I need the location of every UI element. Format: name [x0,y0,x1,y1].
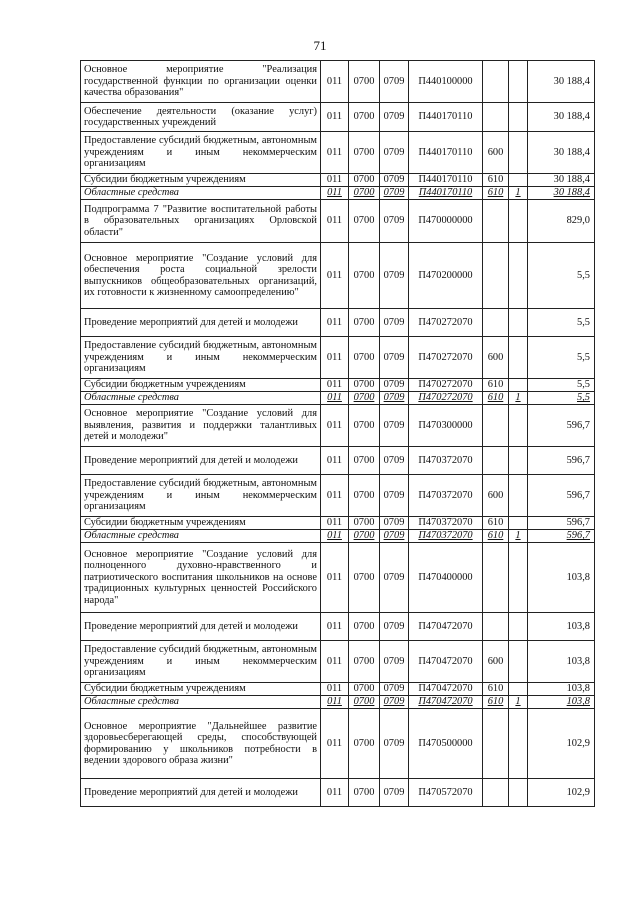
expense-type-code [483,543,509,613]
subsection-code: 0709 [380,683,409,696]
amount: 596,7 [528,475,595,517]
expense-type-code: 610 [483,696,509,709]
funding-source-code [509,613,528,641]
subsection-code: 0709 [380,405,409,447]
amount: 5,5 [528,337,595,379]
table-row [81,641,595,683]
table-row [81,475,595,517]
expense-type-code: 610 [483,517,509,530]
row-name: Субсидии бюджетным учреждениям [81,517,321,530]
subsection-code: 0709 [380,392,409,405]
page-number: 71 [313,38,327,53]
section-code: 0700 [349,61,380,103]
ministry-code: 011 [321,174,349,187]
expense-type-code: 600 [483,475,509,517]
subsection-code: 0709 [380,309,409,337]
funding-source-code [509,200,528,243]
subsection-code: 0709 [380,243,409,309]
funding-source-code [509,243,528,309]
target-article-code: П440100000 [409,61,483,103]
ministry-code: 011 [321,475,349,517]
budget-table-body [81,61,595,807]
row-name: Предоставление субсидий бюджетным, автономным учреждениям и иным некоммерческим организациям [81,475,321,517]
subsection-code: 0709 [380,696,409,709]
row-name: Предоставление субсидий бюджетным, автономным учреждениям и иным некоммерческим организациям [81,132,321,174]
amount: 30 188,4 [528,61,595,103]
table-row [81,200,595,243]
amount: 829,0 [528,200,595,243]
amount: 103,8 [528,683,595,696]
section-code: 0700 [349,103,380,132]
section-code: 0700 [349,683,380,696]
section-code: 0700 [349,337,380,379]
amount: 30 188,4 [528,103,595,132]
expense-type-code [483,709,509,779]
table-row [81,543,595,613]
subsection-code: 0709 [380,132,409,174]
row-name: Субсидии бюджетным учреждениям [81,174,321,187]
target-article-code: П440170110 [409,132,483,174]
row-name: Подпрограмма 7 "Развитие воспитательной работы в образовательных организациях Орловской области" [81,200,321,243]
expense-type-code: 600 [483,132,509,174]
ministry-code: 011 [321,392,349,405]
table-row [81,447,595,475]
target-article-code: П470472070 [409,613,483,641]
ministry-code: 011 [321,337,349,379]
expense-type-code: 610 [483,174,509,187]
expense-type-code: 610 [483,683,509,696]
row-name: Областные средства [81,187,321,200]
target-article-code: П470372070 [409,517,483,530]
table-row [81,132,595,174]
expense-type-code [483,447,509,475]
target-article-code: П470572070 [409,779,483,807]
funding-source-code [509,709,528,779]
funding-source-code [509,543,528,613]
section-code: 0700 [349,709,380,779]
subsection-code: 0709 [380,174,409,187]
row-name: Субсидии бюджетным учреждениям [81,683,321,696]
funding-source-code [509,779,528,807]
expense-type-code: 610 [483,187,509,200]
amount: 596,7 [528,447,595,475]
amount: 103,8 [528,543,595,613]
budget-table [80,60,595,807]
target-article-code: П470300000 [409,405,483,447]
ministry-code: 011 [321,379,349,392]
row-name: Проведение мероприятий для детей и молодежи [81,779,321,807]
funding-source-code [509,517,528,530]
subsection-code: 0709 [380,641,409,683]
section-code: 0700 [349,132,380,174]
funding-source-code [509,641,528,683]
target-article-code: П470400000 [409,543,483,613]
section-code: 0700 [349,613,380,641]
amount: 5,5 [528,392,595,405]
ministry-code: 011 [321,683,349,696]
expense-type-code: 610 [483,530,509,543]
row-name: Проведение мероприятий для детей и молодежи [81,447,321,475]
funding-source-code: 1 [509,187,528,200]
expense-type-code [483,200,509,243]
subsection-code: 0709 [380,475,409,517]
subsection-code: 0709 [380,103,409,132]
amount: 5,5 [528,243,595,309]
target-article-code: П470372070 [409,475,483,517]
section-code: 0700 [349,779,380,807]
ministry-code: 011 [321,405,349,447]
section-code: 0700 [349,543,380,613]
target-article-code: П470472070 [409,641,483,683]
section-code: 0700 [349,243,380,309]
ministry-code: 011 [321,447,349,475]
subsection-code: 0709 [380,200,409,243]
subsection-code: 0709 [380,543,409,613]
funding-source-code [509,309,528,337]
table-row [81,530,595,543]
ministry-code: 011 [321,709,349,779]
expense-type-code: 600 [483,641,509,683]
ministry-code: 011 [321,779,349,807]
target-article-code: П470272070 [409,337,483,379]
subsection-code: 0709 [380,447,409,475]
ministry-code: 011 [321,200,349,243]
funding-source-code [509,475,528,517]
row-name: Субсидии бюджетным учреждениям [81,379,321,392]
target-article-code: П440170110 [409,187,483,200]
target-article-code: П470272070 [409,309,483,337]
funding-source-code [509,447,528,475]
target-article-code: П470272070 [409,392,483,405]
section-code: 0700 [349,392,380,405]
amount: 103,8 [528,641,595,683]
table-row [81,683,595,696]
section-code: 0700 [349,200,380,243]
row-name: Основное мероприятие "Создание условий для выявления, развития и поддержки талантливых детей и молодежи" [81,405,321,447]
table-row [81,613,595,641]
section-code: 0700 [349,475,380,517]
subsection-code: 0709 [380,709,409,779]
funding-source-code: 1 [509,696,528,709]
subsection-code: 0709 [380,613,409,641]
amount: 596,7 [528,405,595,447]
table-row [81,392,595,405]
section-code: 0700 [349,187,380,200]
amount: 596,7 [528,517,595,530]
ministry-code: 011 [321,543,349,613]
funding-source-code [509,683,528,696]
amount: 102,9 [528,779,595,807]
amount: 5,5 [528,309,595,337]
amount: 596,7 [528,530,595,543]
target-article-code: П470372070 [409,530,483,543]
row-name: Основное мероприятие "Создание условий для обеспечения роста социальной зрелости выпускников общеобразовательных организаций, их готовности к жизненному самоопределению" [81,243,321,309]
ministry-code: 011 [321,696,349,709]
subsection-code: 0709 [380,379,409,392]
table-row [81,405,595,447]
section-code: 0700 [349,309,380,337]
section-code: 0700 [349,517,380,530]
ministry-code: 011 [321,517,349,530]
amount: 30 188,4 [528,187,595,200]
ministry-code: 011 [321,530,349,543]
row-name: Основное мероприятие "Реализация государственной функции по организации оценки качества образования" [81,61,321,103]
target-article-code: П470000000 [409,200,483,243]
amount: 103,8 [528,613,595,641]
target-article-code: П440170110 [409,174,483,187]
row-name: Предоставление субсидий бюджетным, автономным учреждениям и иным некоммерческим организациям [81,337,321,379]
ministry-code: 011 [321,641,349,683]
expense-type-code: 600 [483,337,509,379]
funding-source-code [509,405,528,447]
expense-type-code [483,405,509,447]
table-row [81,709,595,779]
expense-type-code: 610 [483,392,509,405]
amount: 30 188,4 [528,132,595,174]
ministry-code: 011 [321,132,349,174]
ministry-code: 011 [321,613,349,641]
funding-source-code [509,337,528,379]
row-name: Областные средства [81,392,321,405]
row-name: Проведение мероприятий для детей и молодежи [81,613,321,641]
row-name: Областные средства [81,530,321,543]
ministry-code: 011 [321,103,349,132]
target-article-code: П470372070 [409,447,483,475]
table-row [81,174,595,187]
subsection-code: 0709 [380,187,409,200]
expense-type-code [483,779,509,807]
row-name: Основное мероприятие "Дальнейшее развитие здоровьесберегающей среды, способствующей формированию у школьников потребности в ведении здорового образа жизни" [81,709,321,779]
table-row [81,187,595,200]
table-row [81,61,595,103]
subsection-code: 0709 [380,337,409,379]
row-name: Обеспечение деятельности (оказание услуг) государственных учреждений [81,103,321,132]
table-row [81,337,595,379]
funding-source-code: 1 [509,392,528,405]
amount: 103,8 [528,696,595,709]
expense-type-code [483,613,509,641]
subsection-code: 0709 [380,61,409,103]
section-code: 0700 [349,447,380,475]
row-name: Проведение мероприятий для детей и молодежи [81,309,321,337]
amount: 30 188,4 [528,174,595,187]
funding-source-code [509,379,528,392]
section-code: 0700 [349,174,380,187]
funding-source-code [509,61,528,103]
target-article-code: П470272070 [409,379,483,392]
subsection-code: 0709 [380,779,409,807]
section-code: 0700 [349,641,380,683]
table-row [81,696,595,709]
expense-type-code [483,243,509,309]
ministry-code: 011 [321,309,349,337]
row-name: Основное мероприятие "Создание условий для полноценного духовно-нравственного и патриотического воспитания школьников на основе традиционных культурных ценностей Российского народа" [81,543,321,613]
table-row [81,379,595,392]
target-article-code: П470200000 [409,243,483,309]
funding-source-code [509,174,528,187]
row-name: Областные средства [81,696,321,709]
target-article-code: П470472070 [409,696,483,709]
ministry-code: 011 [321,187,349,200]
expense-type-code [483,103,509,132]
amount: 5,5 [528,379,595,392]
funding-source-code [509,103,528,132]
ministry-code: 011 [321,243,349,309]
section-code: 0700 [349,530,380,543]
section-code: 0700 [349,405,380,447]
funding-source-code [509,132,528,174]
row-name: Предоставление субсидий бюджетным, автономным учреждениям и иным некоммерческим организациям [81,641,321,683]
expense-type-code [483,309,509,337]
ministry-code: 011 [321,61,349,103]
table-row [81,103,595,132]
table-row [81,517,595,530]
target-article-code: П470472070 [409,683,483,696]
section-code: 0700 [349,379,380,392]
target-article-code: П440170110 [409,103,483,132]
section-code: 0700 [349,696,380,709]
table-row [81,779,595,807]
amount: 102,9 [528,709,595,779]
funding-source-code: 1 [509,530,528,543]
table-row [81,309,595,337]
subsection-code: 0709 [380,530,409,543]
expense-type-code: 610 [483,379,509,392]
target-article-code: П470500000 [409,709,483,779]
table-row [81,243,595,309]
expense-type-code [483,61,509,103]
subsection-code: 0709 [380,517,409,530]
